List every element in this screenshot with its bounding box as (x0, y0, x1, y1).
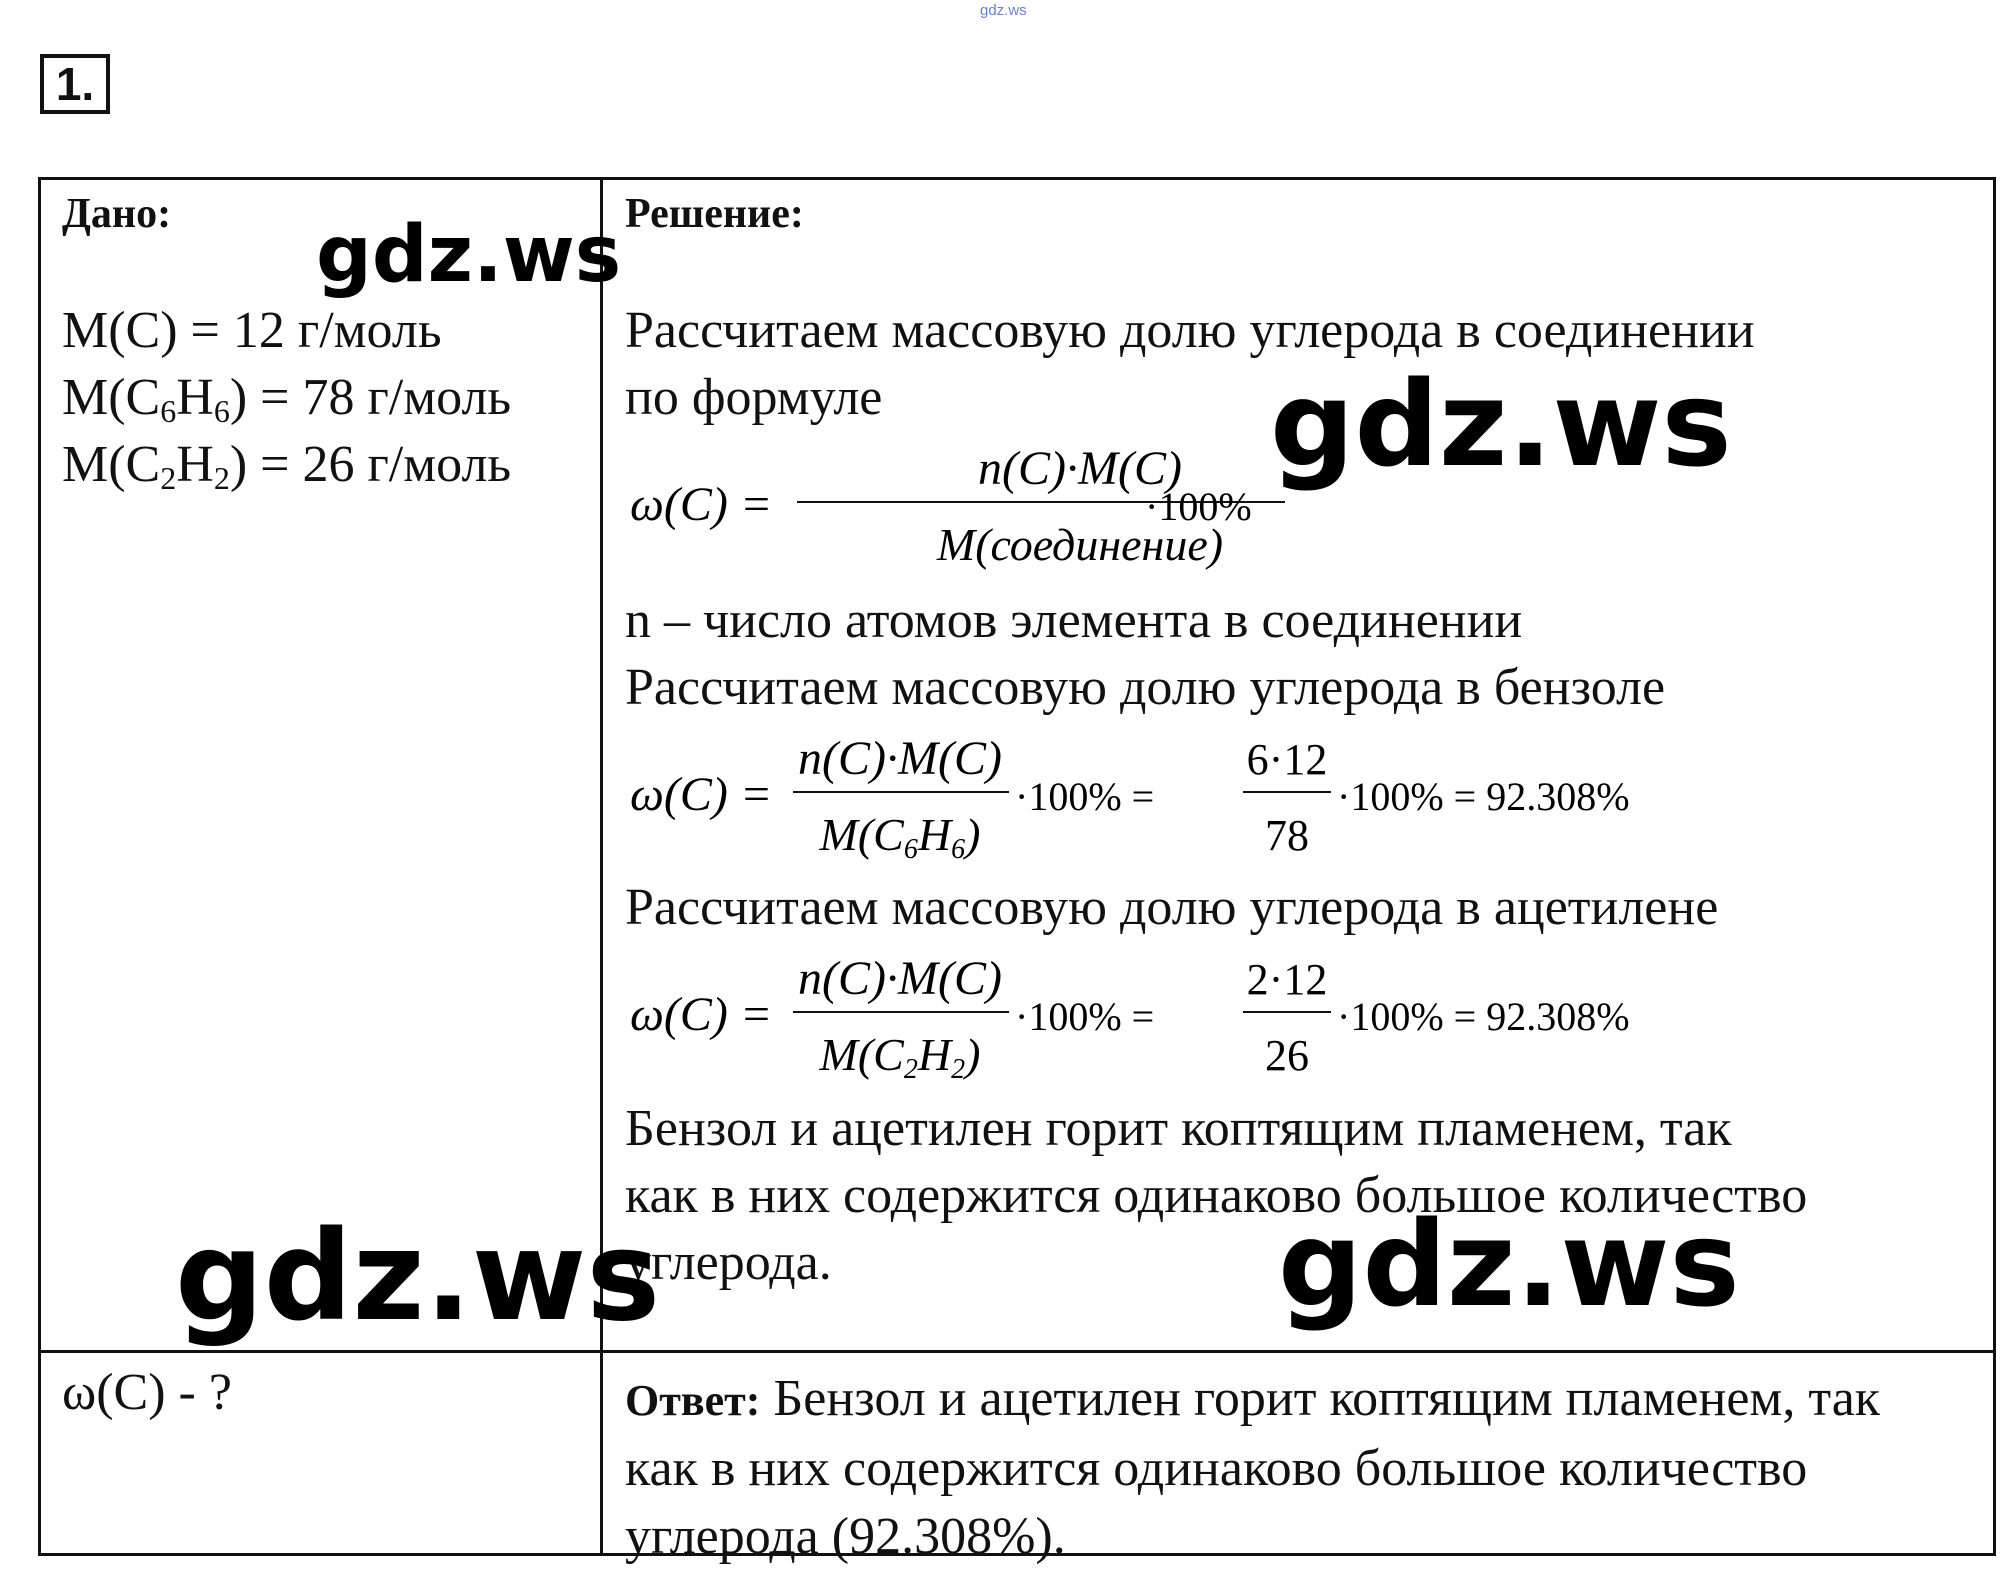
watermark: gdz.ws (175, 1205, 661, 1349)
watermark: gdz.ws (316, 210, 622, 300)
general-formula-numerator: n(C)·M(C) (978, 442, 1182, 495)
general-formula-factor: ·100% (1145, 484, 1252, 529)
benzene-formula-den2: 78 (1265, 811, 1309, 860)
table-border-top (38, 177, 1996, 180)
n-definition: n – число атомов элемента в соединении (625, 592, 1523, 649)
general-formula-lhs: ω(C) = (630, 478, 773, 531)
acetylene-title: Рассчитаем массовую долю углерода в ацетилене (625, 879, 1719, 936)
benzene-title: Рассчитаем массовую долю углерода в бензоле (625, 659, 1666, 716)
conclusion-line-1: Бензол и ацетилен горит коптящим пламенем, так (625, 1100, 1732, 1157)
given-item-molar-mass-benzene: $M(C_6H_6) = 78$ г/моль (62, 369, 512, 429)
benzene-formula-num2: 6·12 (1246, 735, 1328, 784)
find-quantity: ω(C) - ? (62, 1364, 232, 1421)
benzene-formula-factor: ·100% = (1015, 774, 1155, 819)
general-formula-denominator: M(соединение) (936, 519, 1224, 570)
acetylene-formula-num2: 2·12 (1246, 955, 1328, 1004)
acetylene-formula-result: ·100% = 92.308% (1337, 994, 1630, 1039)
acetylene-formula (625, 942, 1745, 1087)
general-formula (625, 432, 1285, 577)
answer-text: Бензол и ацетилен горит коптящим пламенем, так как в них содержится одинаково большое количество углерода (92.308%). (625, 1370, 1881, 1565)
given-item-molar-mass-carbon: M(C) = 12 г/моль (62, 302, 442, 359)
answer-block (625, 1365, 1965, 1571)
solution-intro-line-1: Рассчитаем массовую долю углерода в соединении (625, 302, 1755, 359)
acetylene-formula-den2: 26 (1265, 1031, 1309, 1080)
solution-intro-line-2: по формуле (625, 369, 883, 426)
benzene-formula-denominator: M(C6H6) (819, 809, 981, 865)
benzene-formula-result: ·100% = 92.308% (1337, 774, 1630, 819)
watermark: gdz.ws (1278, 1195, 1740, 1333)
site-caption: gdz.ws (980, 2, 1027, 19)
conclusion-line-3: углерода. (625, 1234, 832, 1291)
benzene-formula-lhs: ω(C) = (630, 768, 773, 821)
answer-label: Ответ: (625, 1376, 761, 1425)
benzene-formula-numerator: n(C)·M(C) (798, 732, 1002, 785)
acetylene-formula-lhs: ω(C) = (630, 988, 773, 1041)
benzene-formula (625, 722, 1745, 867)
watermark: gdz.ws (1270, 355, 1732, 493)
acetylene-formula-factor: ·100% = (1015, 994, 1155, 1039)
acetylene-formula-denominator: M(C2H2) (819, 1029, 981, 1085)
conclusion-line-2: как в них содержится одинаково большое количество (625, 1167, 1808, 1224)
given-label: Дано: (62, 191, 172, 237)
given-item-molar-mass-acetylene: $M(C_2H_2) = 26$ г/моль (62, 436, 512, 496)
solution-label: Решение: (625, 191, 804, 237)
table-row-divider (38, 1350, 1996, 1353)
task-number: 1. (40, 54, 110, 114)
acetylene-formula-numerator: n(C)·M(C) (798, 952, 1002, 1005)
